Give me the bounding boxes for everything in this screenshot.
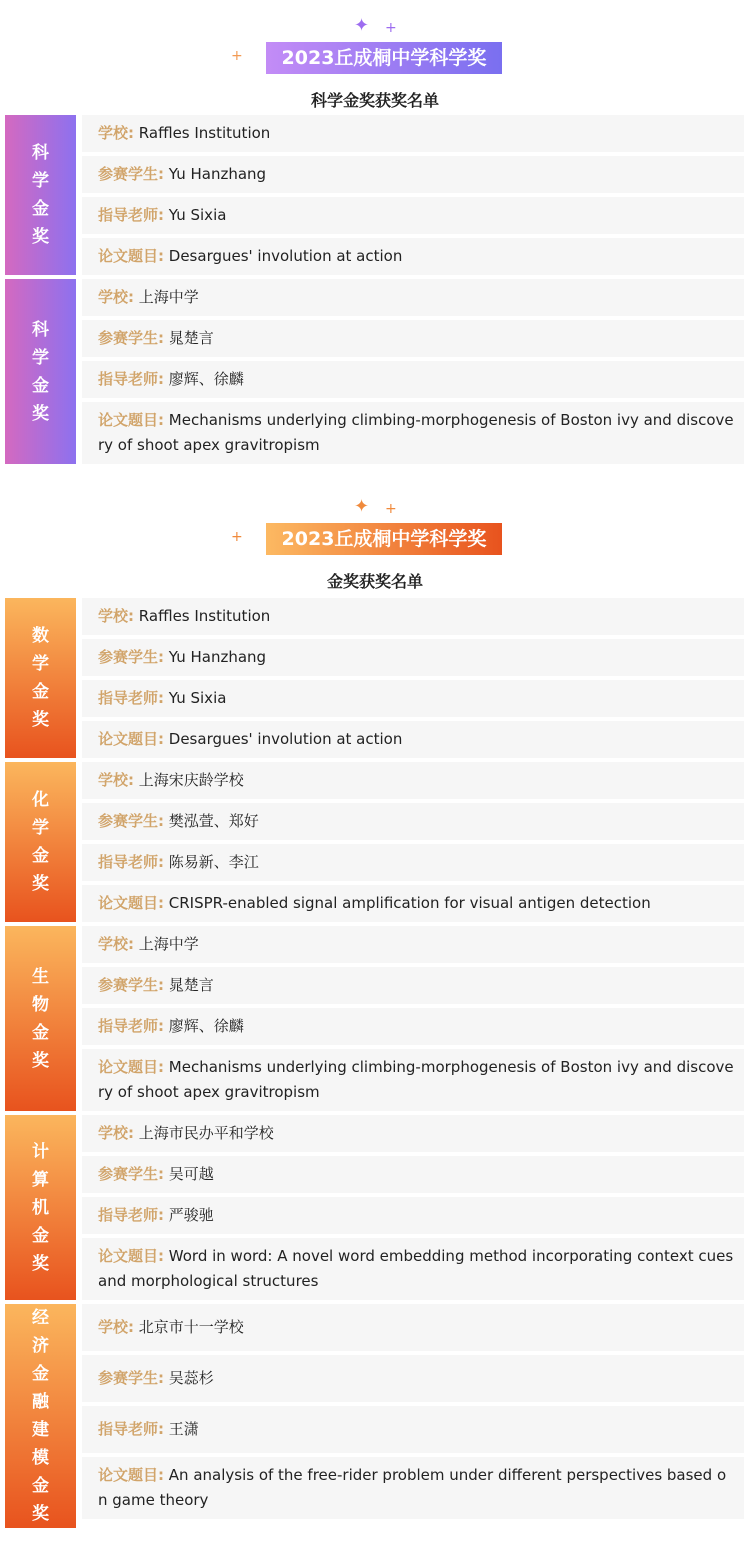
plus-icon: + (385, 501, 397, 517)
paper-row: 论文题目: Mechanisms underlying climbing-morphogenesis of Boston ivy and discovery of shoot apex gravitropism (82, 402, 744, 464)
section-header-gold (0, 498, 750, 613)
award-group (5, 1304, 744, 1528)
award-group (5, 762, 744, 922)
award-group (5, 1115, 744, 1300)
award-details (82, 1115, 744, 1300)
section-subtitle: 金奖获奖名单 (326, 572, 423, 591)
award-label: 计算机金奖 (5, 1115, 76, 1300)
paper-row: 论文题目: An analysis of the free-rider problem under different perspectives based on game theory (82, 1457, 744, 1519)
school-row: 学校: 上海中学 (82, 279, 744, 316)
paper-row: 论文题目: Desargues' involution at action (82, 721, 744, 758)
award-group (5, 926, 744, 1111)
award-label: 生物金奖 (5, 926, 76, 1111)
student-row: 参赛学生: 吴蕊杉 (82, 1355, 744, 1402)
award-label: 化学金奖 (5, 762, 76, 922)
award-label: 科学金奖 (5, 279, 76, 464)
award-group (5, 598, 744, 758)
paper-row: 论文题目: Mechanisms underlying climbing-morphogenesis of Boston ivy and discovery of shoot apex gravitropism (82, 1049, 744, 1111)
student-row: 参赛学生: 晁楚言 (82, 320, 744, 357)
student-row: 参赛学生: 吴可越 (82, 1156, 744, 1193)
school-row: 学校: 上海宋庆龄学校 (82, 762, 744, 799)
award-group (5, 279, 744, 464)
school-row: 学校: 北京市十一学校 (82, 1304, 744, 1351)
teacher-row: 指导老师: 严骏驰 (82, 1197, 744, 1234)
award-label: 科学金奖 (5, 115, 76, 275)
paper-row: 论文题目: CRISPR-enabled signal amplification for visual antigen detection (82, 885, 744, 922)
plus-icon: + (231, 529, 243, 545)
paper-row: 论文题目: Word in word: A novel word embedding method incorporating context cues and morphological structures (82, 1238, 744, 1300)
teacher-row: 指导老师: Yu Sixia (82, 680, 744, 717)
teacher-row: 指导老师: 王潇 (82, 1406, 744, 1453)
teacher-row: 指导老师: Yu Sixia (82, 197, 744, 234)
award-details (82, 598, 744, 758)
section-header-science (0, 0, 750, 115)
award-details (82, 762, 744, 922)
school-row: 学校: 上海市民办平和学校 (82, 1115, 744, 1152)
award-banner: 2023丘成桐中学科学奖 (266, 42, 502, 74)
teacher-row: 指导老师: 廖辉、徐麟 (82, 361, 744, 398)
section-subtitle: 科学金奖获奖名单 (310, 91, 439, 110)
student-row: 参赛学生: Yu Hanzhang (82, 156, 744, 193)
school-row: 学校: Raffles Institution (82, 598, 744, 635)
paper-row: 论文题目: Desargues' involution at action (82, 238, 744, 275)
student-row: 参赛学生: 晁楚言 (82, 967, 744, 1004)
sparkle-icon: ✦ (354, 15, 370, 36)
award-label: 数学金奖 (5, 598, 76, 758)
school-row: 学校: Raffles Institution (82, 115, 744, 152)
plus-icon: + (385, 20, 397, 36)
sparkle-icon: ✦ (354, 496, 370, 517)
award-label: 经济金融建模金奖 (5, 1304, 76, 1528)
teacher-row: 指导老师: 廖辉、徐麟 (82, 1008, 744, 1045)
student-row: 参赛学生: 樊泓萱、郑好 (82, 803, 744, 840)
plus-icon: + (231, 48, 243, 64)
award-details (82, 115, 744, 275)
award-group (5, 115, 744, 275)
teacher-row: 指导老师: 陈易新、李江 (82, 844, 744, 881)
award-details (82, 279, 744, 464)
award-details (82, 1304, 744, 1528)
school-row: 学校: 上海中学 (82, 926, 744, 963)
student-row: 参赛学生: Yu Hanzhang (82, 639, 744, 676)
award-details (82, 926, 744, 1111)
award-banner: 2023丘成桐中学科学奖 (266, 523, 502, 555)
